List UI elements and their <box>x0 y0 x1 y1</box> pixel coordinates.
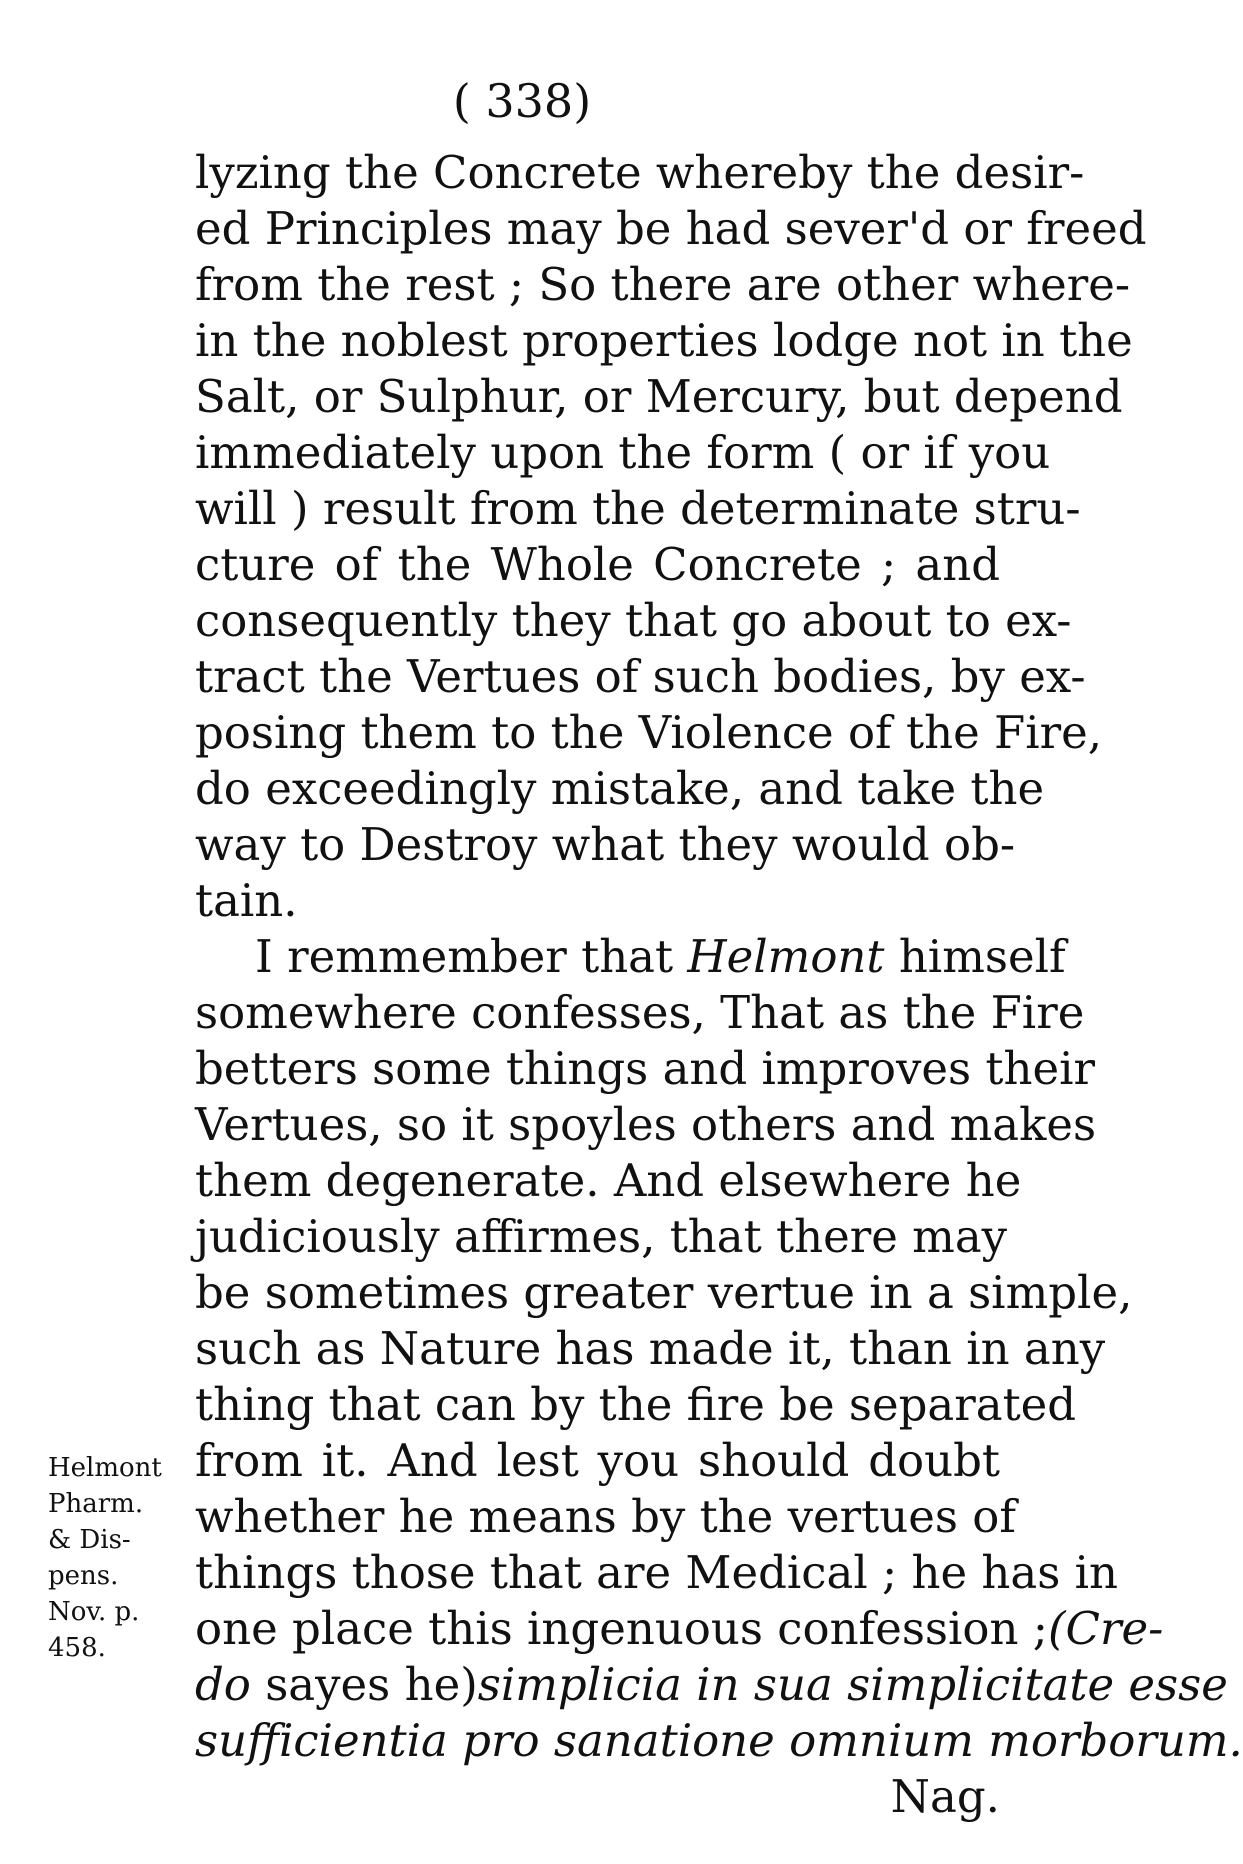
text-line: such as Nature has made it, than in any <box>195 1322 1106 1375</box>
text-line: betters some things and improves their <box>195 1042 1096 1095</box>
page-number: ( 338) <box>452 74 592 128</box>
text-line: thing that can by the fire be separated <box>195 1378 1077 1431</box>
text-line: Vertues, so it spoyles others and makes <box>195 1098 1097 1151</box>
text-line: be sometimes greater vertue in a simple, <box>195 1266 1133 1319</box>
margin-note <box>48 1450 188 1666</box>
margin-note-line: & Dis- <box>48 1525 131 1555</box>
text-line: them degenerate. And elsewhere he <box>195 1154 1022 1207</box>
text-line: in the noblest properties lodge not in the <box>195 314 1133 367</box>
italic-name: Helmont <box>687 930 885 983</box>
text-line: will ) result from the determinate stru- <box>195 482 1081 535</box>
text-line: posing them to the Violence of the Fire, <box>195 706 1103 759</box>
margin-note-line: Pharm. <box>48 1489 144 1519</box>
italic-quote: do <box>195 1658 251 1711</box>
text-line: tain. <box>195 874 298 927</box>
text-line: from it. And lest you should doubt <box>195 1434 1000 1487</box>
text-line: whether he means by the vertues of <box>195 1490 1017 1543</box>
text-line: tract the Vertues of such bodies, by ex- <box>195 650 1086 703</box>
quote-start-line <box>195 1601 1164 1657</box>
italic-quote-end: sufficientia pro sanatione omnium morborum. <box>195 1714 1243 1767</box>
text-line: ed Principles may be had sever'd or freed <box>195 202 1147 255</box>
text-line: do exceedingly mistake, and take the <box>195 762 1045 815</box>
italic-quote-start: (Cre- <box>1047 1602 1164 1655</box>
text-line: judiciously affirmes, that there may <box>195 1210 1008 1263</box>
text-line: immediately upon the form ( or if you <box>195 426 1051 479</box>
text-line: way to Destroy what they would ob- <box>195 818 1016 871</box>
margin-note-line: pens. <box>48 1561 119 1591</box>
text-line: lyzing the Concrete whereby the desir- <box>195 146 1085 199</box>
margin-note-line: 458. <box>48 1633 106 1663</box>
text-run: himself <box>884 930 1066 983</box>
text-line: consequently they that go about to ex- <box>195 594 1072 647</box>
body-text <box>195 145 1243 1825</box>
margin-note-line: Nov. p. <box>48 1597 140 1627</box>
text-line: somewhere confesses, That as the Fire <box>195 986 1085 1039</box>
catchword: Nag. <box>890 1770 1000 1823</box>
paragraph-opening-line <box>195 929 1066 985</box>
italic-quote: simplicia in sua simplicitate esse <box>477 1658 1228 1711</box>
text-run: I remmember that <box>255 930 688 983</box>
text-line: from the rest ; So there are other where- <box>195 258 1131 311</box>
text-line: things those that are Medical ; he has in <box>195 1546 1118 1599</box>
text-run: sayes he) <box>250 1658 478 1711</box>
text-run: one place this ingenuous confession ; <box>195 1602 1048 1655</box>
text-line: cture of the Whole Concrete ; and <box>195 538 1000 591</box>
margin-note-line: Helmont <box>48 1453 162 1483</box>
quote-line <box>195 1657 1228 1713</box>
text-line: Salt, or Sulphur, or Mercury, but depend <box>195 370 1123 423</box>
quote-end-line <box>195 1713 1243 1769</box>
